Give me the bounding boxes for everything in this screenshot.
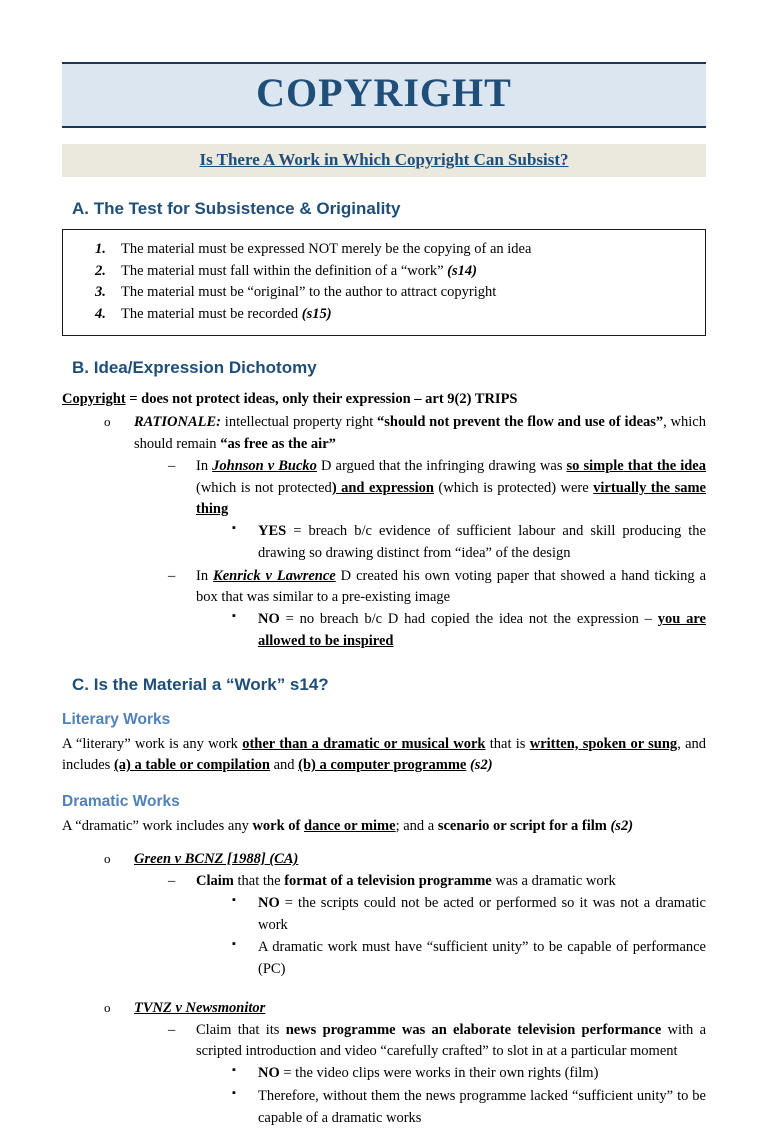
subsistence-test-box [62, 229, 706, 336]
test-item-2-citation: (s14) [447, 262, 477, 279]
literary-text-2: that is [485, 735, 530, 752]
johnson-text-3: (which is protected) were [433, 479, 594, 496]
case-name-kenrick-v-lawrence: Kenrick v Lawrence [213, 567, 336, 584]
johnson-prefix: In [196, 457, 213, 474]
johnson-text-1: D argued that the infringing drawing was [316, 457, 567, 474]
tvnz-claim-list [166, 1020, 706, 1129]
document-title-banner [62, 62, 706, 128]
green-claim-text-2: was a dramatic work [491, 873, 616, 890]
literary-citation: (s2) [466, 757, 493, 774]
johnson-holding-label: YES [258, 523, 287, 540]
dash-bullet-icon: – [168, 1021, 176, 1038]
list-item [119, 261, 695, 282]
literary-text-1: A “literary” work is any work [62, 735, 243, 752]
square-bullet-icon: ▪ [232, 938, 236, 951]
dramatic-text-1: A “dramatic” work includes any [62, 817, 253, 834]
circle-bullet-icon: o [104, 414, 111, 430]
kenrick-holding-text: = no breach b/c D had copied the idea not the expression – [279, 611, 658, 628]
document-subtitle-banner [62, 144, 706, 177]
case-list-b [166, 456, 706, 653]
case-name-tvnz-v-newsmonitor: TVNZ v Newsmonitor [134, 999, 266, 1016]
square-bullet-icon: ▪ [232, 610, 236, 623]
dramatic-bold-1: work of [252, 817, 305, 834]
literary-works-heading: Literary Works [62, 710, 171, 728]
list-item [166, 871, 706, 981]
list-item [119, 304, 695, 325]
dramatic-bold-1-underlined: dance or mime [304, 817, 396, 834]
subsistence-test-list [73, 239, 695, 325]
green-holding-label: NO [258, 894, 280, 911]
johnson-bold-3: ) and expression [331, 479, 434, 496]
tvnz-holding-text: = the video clips were works in their own rights (film) [279, 1065, 599, 1082]
dash-bullet-icon: – [168, 567, 176, 584]
section-a-heading: A. The Test for Subsistence & Originality [72, 199, 401, 218]
literary-works-definition [62, 734, 706, 778]
literary-text-4: and [269, 757, 299, 774]
rationale-label: RATIONALE: [134, 414, 222, 431]
case-name-johnson-v-bucko: Johnson v Bucko [212, 457, 317, 474]
test-item-4-citation: (s15) [301, 305, 332, 322]
list-item [230, 521, 706, 565]
literary-bold-1: other than a dramatic or musical work [242, 735, 486, 752]
page-title: COPYRIGHT [256, 70, 512, 115]
dash-bullet-icon: – [168, 457, 176, 474]
dramatic-text-2: ; and a [395, 817, 438, 834]
rationale-quote-2: “as free as the air” [220, 436, 336, 453]
list-item [104, 998, 706, 1129]
list-item [230, 1086, 706, 1129]
tvnz-holding-list [230, 1063, 706, 1129]
square-bullet-icon: ▪ [232, 1086, 236, 1099]
johnson-bold-4: virtually the same thing [196, 479, 706, 518]
page-subtitle: Is There A Work in Which Copyright Can Subsist? [199, 150, 569, 169]
list-item [166, 1020, 706, 1129]
tvnz-claim-bold: news programme was an elaborate television performance [285, 1021, 662, 1038]
tvnz-claim-text-1: Claim that its [196, 1021, 286, 1038]
dramatic-bold-2: scenario or script for a film [437, 817, 607, 834]
dash-bullet-icon: – [168, 873, 176, 890]
rationale-quote-1: “should not prevent the flow and use of ideas” [377, 414, 664, 431]
square-bullet-icon: ▪ [232, 522, 236, 535]
kenrick-holding-label: NO [258, 611, 280, 628]
green-claim-label: Claim [196, 873, 234, 890]
list-item [166, 456, 706, 565]
list-item [230, 893, 706, 937]
case-name-green-v-bcnz: Green v BCNZ [1988] (CA) [134, 851, 299, 868]
kenrick-holding-bold: you are allowed to be inspired [258, 611, 706, 649]
copyright-definition-line [62, 389, 706, 411]
square-bullet-icon: ▪ [232, 893, 236, 906]
list-item [119, 239, 695, 260]
list-item [119, 282, 695, 303]
test-item-1-text: The material must be expressed NOT merely be the copying of an idea [121, 241, 532, 258]
green-principle-text: A dramatic work must have “sufficient unity” to be capable of performance (PC) [258, 939, 706, 978]
literary-bold-3: (a) a table or compilation [113, 757, 270, 774]
kenrick-prefix: In [196, 567, 214, 584]
green-claim-bold: format of a television programme [284, 873, 492, 890]
circle-bullet-icon: o [104, 999, 111, 1015]
kenrick-holding-list [230, 609, 706, 653]
johnson-bold-1: so simple [566, 457, 624, 474]
rationale-text-1: intellectual property right [221, 414, 378, 431]
dramatic-works-heading: Dramatic Works [62, 793, 180, 811]
dramatic-works-definition [62, 816, 706, 838]
literary-bold-4: (b) a computer programme [298, 757, 467, 774]
green-claim-list [166, 871, 706, 981]
section-c-heading: C. Is the Material a “Work” s14? [72, 674, 329, 694]
list-item [230, 937, 706, 981]
green-case-list [104, 849, 706, 981]
circle-bullet-icon: o [104, 851, 111, 867]
johnson-holding-text: = breach b/c evidence of sufficient labour and skill producing the drawing so drawing distinct from “idea” of the design [258, 523, 706, 561]
green-claim-text-1: that the [233, 873, 285, 890]
tvnz-case-list [104, 998, 706, 1129]
square-bullet-icon: ▪ [232, 1064, 236, 1077]
copyright-definition-rest: = does not protect ideas, only their expression – art 9(2) TRIPS [125, 390, 518, 407]
spacer [62, 982, 706, 998]
test-item-4-text: The material must be recorded [121, 305, 302, 322]
list-item [166, 566, 706, 653]
johnson-text-2: (which is not protected [196, 479, 332, 496]
literary-bold-2: written, spoken or sung [529, 735, 678, 752]
list-item [230, 1063, 706, 1085]
kenrick-text-1: D created his own voting paper that showed a hand ticking a box that was similar to a pre-existing image [196, 567, 706, 606]
tvnz-conclusion-text: Therefore, without them the news programme lacked “sufficient unity” to be capable of a dramatic works [258, 1087, 706, 1126]
rationale-list [104, 412, 706, 652]
green-holding-text: = the scripts could not be acted or performed so it was not a dramatic work [258, 894, 706, 933]
green-holding-list [230, 893, 706, 981]
dramatic-citation: (s2) [606, 817, 634, 834]
copyright-term: Copyright [62, 390, 126, 407]
spacer [62, 839, 706, 849]
literary-text-3: , and includes [62, 735, 707, 774]
test-item-2-text: The material must fall within the definition of a “work” [121, 262, 448, 279]
list-item [104, 412, 706, 652]
rationale-text-2: , which should remain [134, 414, 706, 453]
list-item [230, 609, 706, 653]
tvnz-claim-text-2: with a scripted introduction and video “carefully crafted” to slot in at a particular moment [196, 1021, 707, 1060]
section-b-heading: B. Idea/Expression Dichotomy [72, 358, 317, 378]
johnson-holding-list [230, 521, 706, 565]
tvnz-holding-label: NO [258, 1065, 280, 1082]
list-item [104, 849, 706, 981]
johnson-bold-2: that the idea [623, 457, 706, 474]
test-item-3-text: The material must be “original” to the author to attract copyright [121, 284, 497, 301]
